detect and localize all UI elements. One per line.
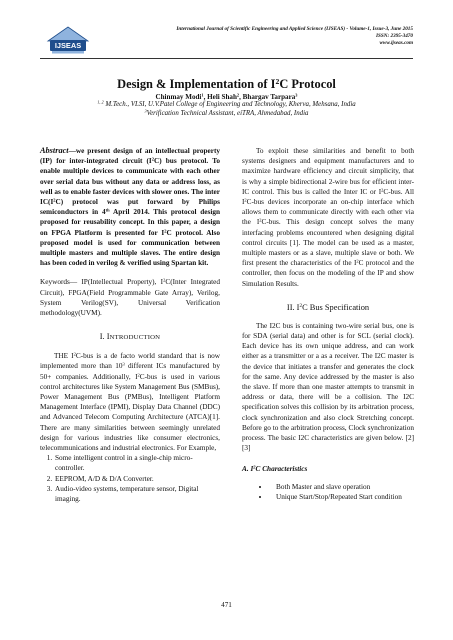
journal-website: www.ijseas.com (379, 40, 413, 47)
logo-text: IJSEAS (54, 41, 82, 51)
example-list (40, 453, 220, 504)
section-heading-bus-specification: II. $I^2C$ Bus Specification (286, 302, 370, 312)
list-item: 2. EEPROM, A/D & D/A Converter. (54, 474, 220, 484)
subsection-heading-characteristics: A. $I^2C$ Characteristics (242, 465, 308, 474)
journal-header (176, 26, 413, 48)
right-column (242, 146, 414, 502)
introduction-paragraph: THE $I^2C$-bus is a de facto world standard that is now implemented more than $10^3$ different ICs manufactured by 50+ companies. Additionally, $I^2C$-bus is used in various control architectures like System Management Bus (SMBus), Power Management Bus (PMBus), Intelligent Platform Management Interface (IPMI), Display Data Channel (DDC) and Advanced Telecom Computing Architecture (ATCA)[1]. There are many similarities between seemingly unrelated design for various industries like consumer electronics, telecommunications and industrial electronics. For Example, (40, 351, 220, 453)
journal-issn: ISSN: 2395-3470 (375, 33, 413, 40)
affiliation-1: $^{1, 2}$ M.Tech., VLSI, U.V.Patel College of Engineering and Technology, Kherva, Mehsana, India (97, 99, 356, 108)
affiliation-2: $^3$Verification Technical Assistant, eiTRA, Ahmedabad, India (144, 108, 309, 117)
journal-logo (45, 24, 91, 56)
motivation-paragraph: To exploit these similarities and benefit to both systems designers and equipment manufacturers and to maximize hardware efficiency and circuit simplicity, that is why a simple bidirectional 2-wire bus for efficient inter-IC control. This bus is called the Inter IC or $I^2C$-bus. All $I^2C$-bus devices incorporate an on-chip interface which allows them to communicate directly with each other via the $I^2C$-bus. This design concept solves the many interfacing problems encountered when designing digital control circuits [1]. The model can be used as a master, multiple masters or as a slave, multiple slave or both. We first present the characteristics of the $I^2C$ protocol and the controller, then focus on the modeling of the IP and show Simulation Results. (242, 147, 415, 288)
bus-specification-paragraph: The I2C bus is containing two-wire serial bus, one is for SDA (serial data) and other is for SCL (serial clock). Each device has its own unique address, and can work either as a transmitter or a as a receiver. The I2C master is the device that initiates a transfer and generates the clock for the same. Any device addressed by the master is also the slave. If more than one master attempts to transmit in address or data, there will be a collision. The I2C specification solves this collision by its arbitration process, clock synchronization and also clock Stretching concept. Before go to the arbitration process, Clock synchronization process. The basic I2C characteristics are given below. [2][3] (242, 321, 414, 453)
left-column (40, 146, 220, 504)
journal-line: International Journal of Scientific Engineering and Applied Science (IJSEAS) - Volume-1, Issue-3, June 2015 (176, 26, 413, 32)
abstract: Abstract—we present design of an intellectual property (IP) for inter-integrated circuit $(I^2C)$ bus protocol. To enable multiple devices to communicate with each other over serial data bus without any data or address loss, as well as to enable faster devices with slower ones. The inter $IC(I^2C)$ protocol was put forward by Philips semiconductors in 4th April 2014. This protocol design proposed for reusability concept. In this paper, a design on FPGA Platform is presented for $I^2C$ protocol. Also proposed model is used for communication between multiple masters and multiple slaves. The entire design has been coded in verilog & verified using Spartan kit. (40, 146, 220, 268)
list-item: 3. Audio-video systems, temperature sensor, Digital imaging. (54, 484, 220, 504)
abstract-label: Abstract (40, 146, 69, 155)
keywords-label: Keywords (40, 278, 70, 287)
list-item: • Both Master and slave operation (270, 482, 414, 492)
author-name: Chinmay Modi (155, 93, 202, 101)
author-name: Bhargav Tarpara (242, 93, 296, 101)
journal-logo-graphic (45, 24, 91, 56)
list-item: • Unique Start/Stop/Repeated Start condition (270, 492, 414, 502)
paper-title: Design & Implementation of $I^2C$ Protocol (117, 76, 336, 91)
author-list: Chinmay Modi$^1$, Heli Shah$^2$, Bhargav Tarpara$^3$ (155, 92, 298, 101)
author-name: Heli Shah (207, 93, 237, 101)
characteristics-list (242, 482, 414, 502)
keywords: Keywords— IP(Intellectual Property), $I^2C(Inter$ Integrated Circuit), FPGA(Field Programmable Gate Array), Verilog, System Verilog(SV), Universal Verification methodology(UVM). (40, 277, 221, 318)
list-item: 1. Some intelligent control in a single-chip micro-controller. (54, 453, 220, 473)
header-rule (40, 58, 413, 59)
section-heading-introduction: I. INTRODUCTION (99, 332, 161, 342)
page-number: 471 (221, 601, 232, 609)
